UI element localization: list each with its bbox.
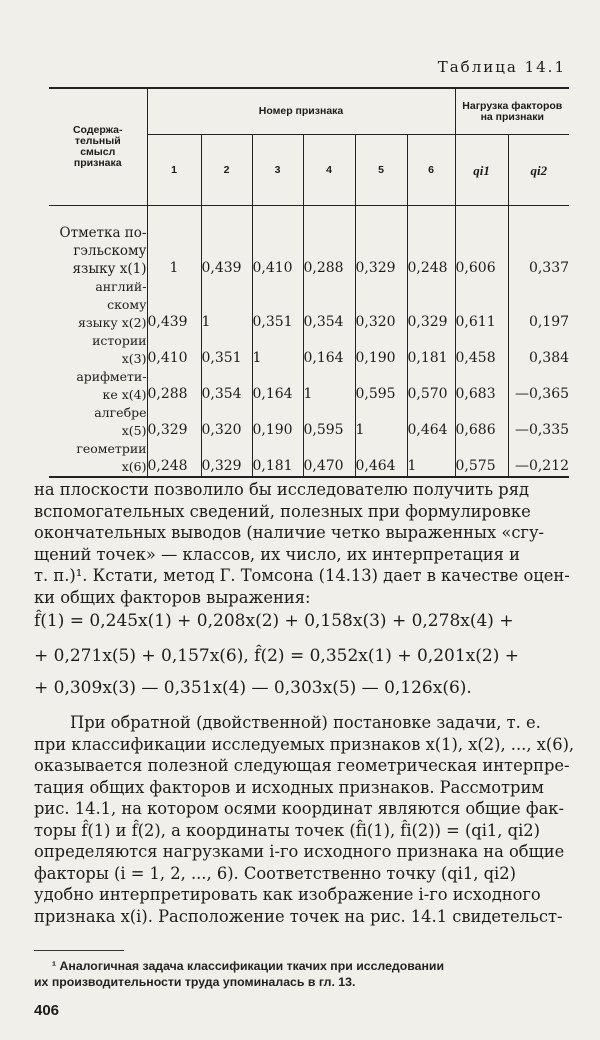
table-cell: 0,190: [252, 404, 303, 440]
table-cell: 0,351: [201, 332, 252, 368]
header-meaning: Содержа-тельный смысл признака: [49, 88, 147, 206]
table-cell: 1: [303, 368, 355, 404]
table-cell: 0,683: [455, 368, 508, 404]
table-cell: 1: [407, 440, 455, 477]
text-line: при классификации исследуемых признаков x(1), x(2), ..., x(6),: [34, 734, 575, 754]
row-label: [49, 440, 147, 477]
table-cell: 1: [252, 332, 303, 368]
table-cell: 0,464: [407, 404, 455, 440]
text-line: т. п.)¹. Кстати, метод Г. Томсона (14.13) дает в качестве оцен-: [34, 566, 570, 585]
table-cell: 0,570: [407, 368, 455, 404]
header-feature-number: Номер признака: [147, 88, 455, 135]
table-row: [49, 440, 569, 477]
row-label-line: геометрии: [76, 441, 147, 456]
row-label-line: истории: [92, 333, 147, 348]
table-cell: 0,329: [407, 278, 455, 332]
header-num-3: 3: [252, 135, 303, 206]
text-line: торы f̂(1) и f̂(2), а координаты точек (f̂i(1), f̂i(2)) = (qi1, qi2): [34, 820, 540, 840]
page-number: 406: [34, 1002, 60, 1019]
row-label-line: Отметка по-: [59, 225, 147, 241]
text-line: окончательных выводов (наличие четко выраженных «сгу-: [34, 523, 545, 542]
footnote-line: их производительности труда упоминалась в гл. 13.: [34, 975, 356, 989]
header-num-1: 1: [147, 135, 201, 206]
row-label-line: алгебре: [94, 405, 147, 420]
table-cell: 0,439: [201, 206, 252, 279]
table-cell: —0,212: [508, 440, 569, 477]
text-line: определяются нагрузками i-го исходного признака на общие: [34, 842, 565, 861]
table-cell: 0,329: [147, 404, 201, 440]
table-cell: 0,197: [508, 278, 569, 332]
row-label-line: гэльскому: [73, 243, 147, 259]
formula-line-2: + 0,271x(5) + 0,157x(6), f̂(2) = 0,352x(1) + 0,201x(2) +: [34, 646, 519, 666]
row-label: [49, 332, 147, 368]
table-cell: 0,351: [252, 278, 303, 332]
header-num-5: 5: [355, 135, 407, 206]
text-line: вспомогательных сведений, полезных при формулировке: [34, 501, 531, 521]
footnote-rule: [34, 950, 124, 951]
row-label-line: x(5): [121, 423, 147, 438]
table-cell: 0,248: [147, 440, 201, 477]
table-cell: 0,337: [508, 206, 569, 279]
table-cell: 0,458: [455, 332, 508, 368]
text-line: рис. 14.1, на котором осями координат являются общие фак-: [34, 799, 564, 818]
text-line: признака x(i). Расположение точек на рис. 14.1 свидетельст-: [34, 906, 563, 926]
table-cell: 0,329: [201, 440, 252, 477]
table-cell: 0,329: [355, 206, 407, 279]
row-label: [49, 368, 147, 404]
row-label-line: языку x(1): [72, 261, 147, 277]
header-num-4: 4: [303, 135, 355, 206]
table-cell: 0,320: [355, 278, 407, 332]
table-cell: 0,470: [303, 440, 355, 477]
text-line: щений точек» — классов, их число, их интерпретация и: [34, 544, 520, 564]
header-num-2: 2: [201, 135, 252, 206]
row-label: [49, 404, 147, 440]
text-line: ки общих факторов выражения:: [34, 587, 311, 607]
table-cell: 0,320: [201, 404, 252, 440]
text-line: удобно интерпретировать как изображение i-го исходного: [34, 885, 541, 904]
footnote-line: ¹ Аналогичная задача классификации ткачих при исследовании: [52, 959, 445, 973]
header-q2: qi2: [508, 135, 569, 206]
table-cell: 0,181: [407, 332, 455, 368]
row-label: [49, 278, 147, 332]
table-cell: 0,354: [303, 278, 355, 332]
text-line: оказывается полезной следующая геометрическая интерпре-: [34, 756, 570, 775]
table-cell: 0,384: [508, 332, 569, 368]
table-caption: Таблица 14.1: [437, 58, 566, 76]
row-label-line: скому: [107, 297, 147, 312]
row-label-line: языку x(2): [77, 315, 147, 330]
row-label: [49, 206, 147, 279]
table-row: [49, 332, 569, 368]
table-cell: 0,410: [252, 206, 303, 279]
correlation-table: [49, 87, 569, 478]
table-cell: 0,611: [455, 278, 508, 332]
table-cell: 0,190: [355, 332, 407, 368]
table-row: [49, 206, 569, 279]
table-cell: 0,595: [355, 368, 407, 404]
table-cell: 0,575: [455, 440, 508, 477]
table-cell: 0,606: [455, 206, 508, 279]
table-cell: 0,686: [455, 404, 508, 440]
row-label-line: x(6): [121, 459, 147, 474]
table-cell: 0,181: [252, 440, 303, 477]
table-cell: 0,288: [147, 368, 201, 404]
footnote: [34, 958, 574, 990]
table-cell: —0,335: [508, 404, 569, 440]
table-row: [49, 368, 569, 404]
text-line: При обратной (двойственной) постановке задачи, т. е.: [70, 713, 541, 732]
table-cell: 0,464: [355, 440, 407, 477]
text-line: тация общих факторов и исходных признаков. Рассмотрим: [34, 777, 544, 797]
formula-line-1: f̂(1) = 0,245x(1) + 0,208x(2) + 0,158x(3) + 0,278x(4) +: [34, 611, 514, 631]
row-label-line: ке x(4): [102, 387, 147, 402]
row-label-line: арифмети-: [76, 369, 147, 384]
row-label-line: x(3): [121, 351, 147, 366]
table-cell: 0,288: [303, 206, 355, 279]
table-row: [49, 404, 569, 440]
text-line: факторы (i = 1, 2, ..., 6). Соответственно точку (qi1, qi2): [34, 863, 516, 883]
formula-line-3: + 0,309x(3) — 0,351x(4) — 0,303x(5) — 0,126x(6).: [34, 678, 472, 698]
paragraph-2: [34, 712, 575, 927]
table-cell: 0,164: [252, 368, 303, 404]
paragraph-1: [34, 479, 572, 608]
table-row: [49, 278, 569, 332]
table-cell: 0,595: [303, 404, 355, 440]
table-cell: 1: [201, 278, 252, 332]
table-cell: 0,439: [147, 278, 201, 332]
table-cell: 1: [147, 206, 201, 279]
table-cell: 0,354: [201, 368, 252, 404]
header-num-6: 6: [407, 135, 455, 206]
table-cell: 0,248: [407, 206, 455, 279]
table-cell: 0,164: [303, 332, 355, 368]
table-cell: 1: [355, 404, 407, 440]
table-cell: 0,410: [147, 332, 201, 368]
row-label-line: англий-: [95, 279, 147, 294]
header-q1: qi1: [455, 135, 508, 206]
table-cell: —0,365: [508, 368, 569, 404]
header-loadings: Нагрузка факторов на признаки: [455, 88, 569, 135]
text-line: на плоскости позволило бы исследователю получить ряд: [34, 480, 529, 499]
